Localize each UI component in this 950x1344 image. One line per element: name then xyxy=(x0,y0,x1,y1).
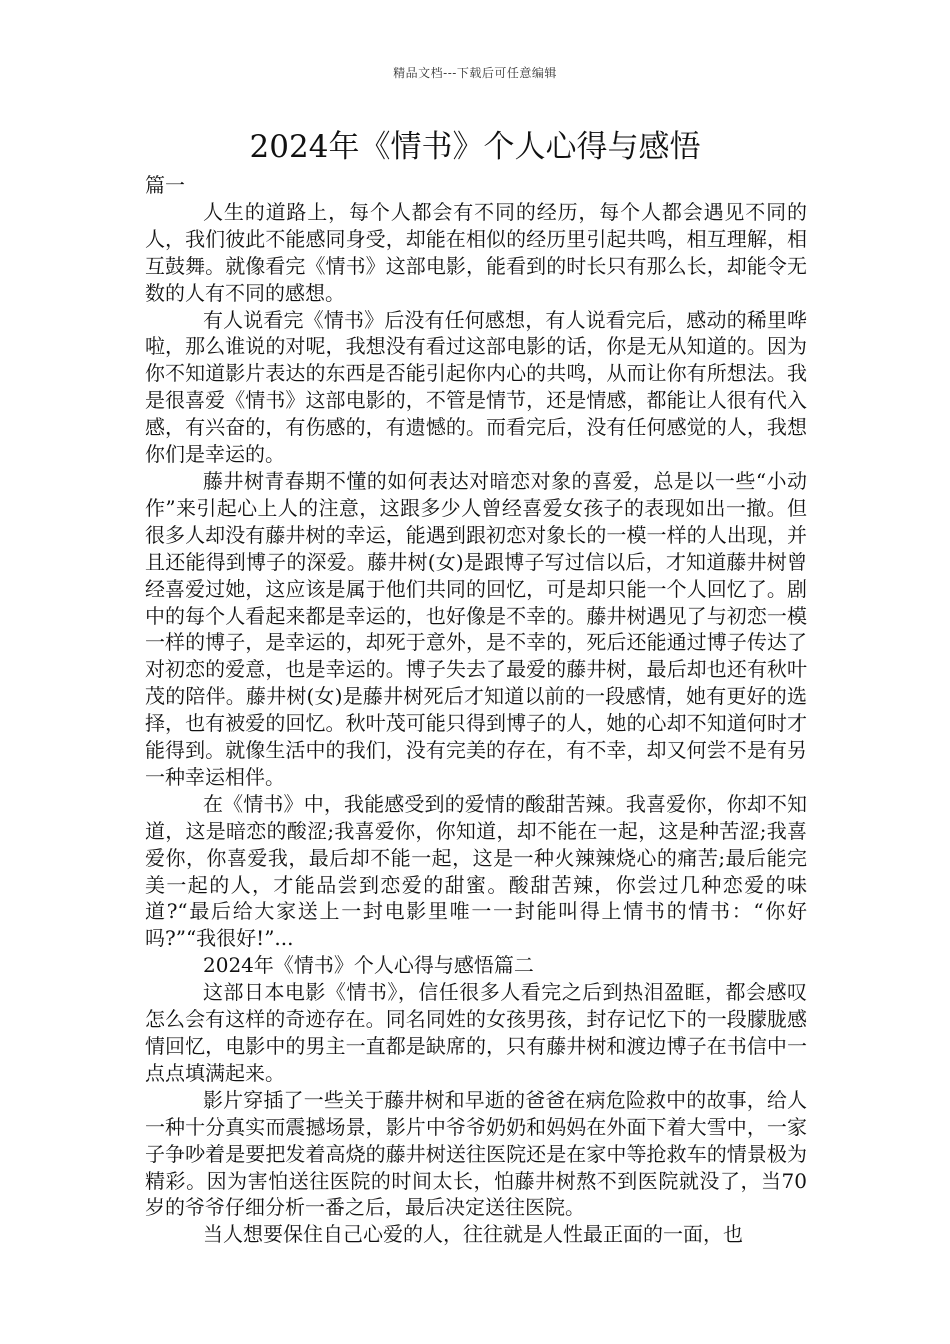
paragraph: 影片穿插了一些关于藤井树和早逝的爸爸在病危险救中的故事，给人一种十分真实而震撼场景，影片中爷爷奶奶和妈妈在外面下着大雪中，一家子争吵着是要把发着高烧的藤井树送往医院还是在家中等抢救车的情景极为精彩。因为害怕送往医院的时间太长，怕藤井树熬不到医院就没了，当70岁的爷爷仔细分析一番之后，最后决定送往医院。 xyxy=(145,1087,807,1220)
paragraph: 这部日本电影《情书》，信任很多人看完之后到热泪盈眶，都会感叹怎么会有这样的奇迹存在。同名同姓的女孩男孩，封存记忆下的一段朦胧感情回忆，电影中的男主一直都是缺席的，只有藤井树和渡边博子在书信中一点点填满起来。 xyxy=(145,980,807,1085)
section-two-heading: 2024年《情书》个人心得与感悟篇二 xyxy=(203,953,534,978)
paragraph: 在《情书》中，我能感受到的爱情的酸甜苦辣。我喜爱你，你却不知道，这是暗恋的酸涩;我喜爱你，你知道，却不能在一起，这是种苦涩;我喜爱你，你喜爱我，最后却不能一起，这是一种火辣辣烧心的痛苦;最后能完美一起的人，才能品尝到恋爱的甜蜜。酸甜苦辣，你尝过几种恋爱的味道?“最后给大家送上一封电影里唯一一封能叫得上情书的情书：“你好吗?”“我很好!”... xyxy=(145,791,807,951)
section-one-label: 篇一 xyxy=(145,173,185,197)
document-body xyxy=(145,172,807,1248)
document-title: 2024年《情书》个人心得与感悟 xyxy=(249,129,701,165)
paragraph: 人生的道路上，每个人都会有不同的经历，每个人都会遇见不同的人，我们彼此不能感同身受，却能在相似的经历里引起共鸣，相互理解，相互鼓舞。就像看完《情书》这部电影，能看到的时长只有那么长，却能令无数的人有不同的感想。 xyxy=(145,199,807,305)
paragraph: 有人说看完《情书》后没有任何感想，有人说看完后，感动的稀里哗啦，那么谁说的对呢，我想没有看过这部电影的话，你是无从知道的。因为你不知道影片表达的东西是否能引起你内心的共鸣，从而让你有所想法。我是很喜爱《情书》这部电影的，不管是情节，还是情感，都能让人很有代入感，有兴奋的，有伤感的，有遗憾的。而看完后，没有任何感觉的人，我想你们是幸运的。 xyxy=(145,307,807,467)
header-note: 精品文档---下载后可任意编辑 xyxy=(393,66,557,80)
paragraph: 藤井树青春期不懂的如何表达对暗恋对象的喜爱，总是以一些“小动作”来引起心上人的注意，这跟多少人曾经喜爱女孩子的表现如出一撤。但很多人却没有藤井树的幸运，能遇到跟初恋对象长的一模一样的人出现，并且还能得到博子的深爱。藤井树(女)是跟博子写过信以后，才知道藤井树曾经喜爱过她，这应该是属于他们共同的回忆，可是却只能一个人回忆了。剧中的每个人看起来都是幸运的，也好像是不幸的。藤井树遇见了与初恋一模一样的博子，是幸运的，却死于意外，是不幸的，死后还能通过博子传达了对初恋的爱意，也是幸运的。博子失去了最爱的藤井树，最后却也还有秋叶茂的陪伴。藤井树(女)是藤井树死后才知道以前的一段感情，她有更好的选择，也有被爱的回忆。秋叶茂可能只得到博子的人，她的心却不知道何时才能得到。就像生活中的我们，没有完美的存在，有不幸，却又何尝不是有另一种幸运相伴。 xyxy=(145,468,807,789)
paragraph: 当人想要保住自己心爱的人，往往就是人性最正面的一面，也 xyxy=(203,1222,743,1247)
